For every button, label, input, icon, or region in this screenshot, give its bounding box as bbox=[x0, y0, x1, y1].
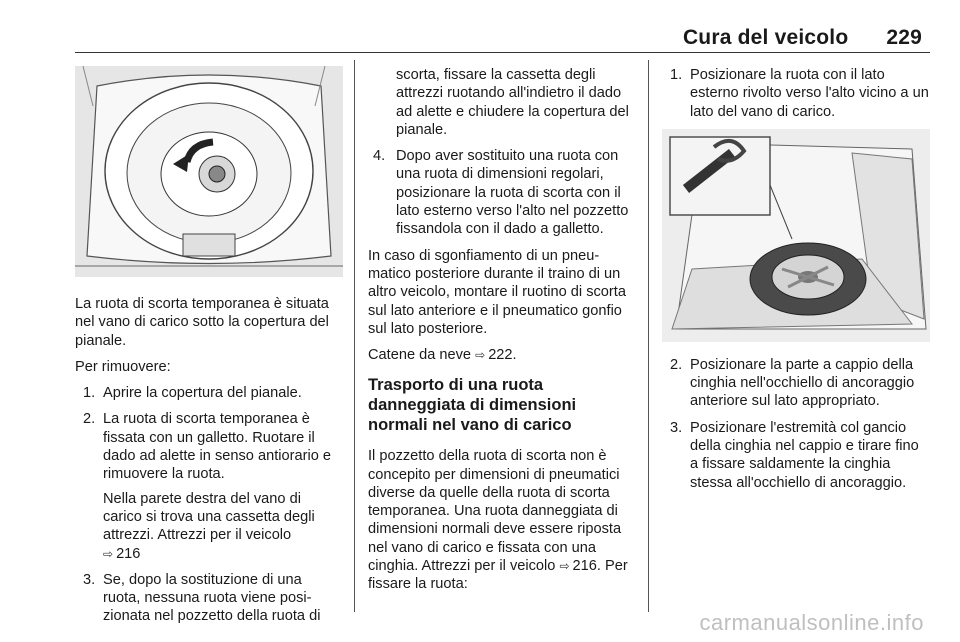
page-header bbox=[683, 26, 922, 50]
list-item: 1. Posizionare la ruota con il lato esterno rivolto verso l'alto vicino a un lato del vano di carico. bbox=[670, 67, 929, 120]
list-item: 4. Dopo aver sostituito una ruota con una ruota di dimensioni regolari, posizionare la ruota di scorta con il lato esterno verso l'alto nel pozzetto fissandola con il dado a galletto. bbox=[373, 148, 629, 238]
column-2 bbox=[368, 66, 636, 602]
section-title: Cura del veicolo bbox=[682, 26, 849, 49]
page-ref-icon: ⇨ bbox=[103, 546, 114, 561]
list-item-continued: scorta, fissare la cassetta degli attrezzi ruotando all'indietro il dado ad alette e chiudere la copertura del pianale. bbox=[396, 67, 629, 138]
column-divider bbox=[648, 60, 649, 612]
page-ref-icon: ⇨ bbox=[559, 559, 570, 574]
page-ref-link[interactable]: 216. bbox=[572, 558, 601, 575]
page-ref-link[interactable]: 222. bbox=[488, 347, 517, 364]
column-1 bbox=[75, 66, 343, 634]
list-item-note: Nella parete destra del vano di carico si trova una cassetta degli attrezzi. Attrezzi per il veicolo ⇨ 216 bbox=[103, 490, 315, 562]
snow-chains-ref: Catene da neve ⇨ 222. bbox=[368, 347, 517, 364]
column-divider bbox=[354, 60, 355, 612]
towing-text: In caso di sgonfiamento di un pneumatico posteriore durante il traino di un altro veicolo, montare il ruotino di scorta sul lato anteriore e il pneumatico gonfio sul lato posteriore. bbox=[368, 247, 626, 337]
page-ref-link[interactable]: 216 bbox=[116, 545, 141, 562]
remove-label: Per rimuovere: bbox=[75, 358, 171, 375]
section-body: Il pozzetto della ruota di scorta non è concepito per dimensioni di pneumatici diverse da quelle della ruota di scorta temporanea. Una ruota danneggiata di dimensioni normali deve essere riposta nel vano di carico e fissata con una cinghia. Attrezzi per il veicolo ⇨ 216. Per fissare la ruota: bbox=[368, 448, 628, 593]
intro-text: La ruota di scorta temporanea è situata nel vano di carico sotto la copertura del pianale. bbox=[75, 296, 329, 349]
list-item: 2. La ruota di scorta temporanea è fissata con un galletto. Ruotare il dado ad alette in senso antiorario e rimuovere la ruota. bbox=[83, 411, 331, 483]
page-number: 229 bbox=[886, 26, 922, 49]
page-ref-icon: ⇨ bbox=[475, 348, 486, 363]
watermark: carmanualsonline.info bbox=[699, 610, 924, 635]
section-heading: Trasporto di una ruota danneggiata di dimensioni normali nel vano di carico bbox=[368, 376, 577, 434]
list-item: 3. Posizionare l'estremità col gancio della cinghia nel cappio e tirare fino a fissare saldamente la cinghia stessa all'occhiello di ancoraggio. bbox=[670, 419, 919, 491]
cargo-wheel-strap-illustration bbox=[662, 129, 930, 342]
list-item: 2. Posizionare la parte a cappio della cinghia nell'occhiello di ancoraggio anteriore sul lato appropriato. bbox=[670, 356, 915, 410]
column-3 bbox=[662, 66, 930, 500]
spare-wheel-well-illustration bbox=[75, 66, 343, 277]
list-item: 3. Se, dopo la sostituzione di una ruota, nessuna ruota viene posizionata nel pozzetto della ruota di bbox=[83, 571, 321, 625]
list-item: 1. Aprire la copertura del pianale. bbox=[83, 385, 302, 402]
header-rule bbox=[75, 52, 930, 53]
